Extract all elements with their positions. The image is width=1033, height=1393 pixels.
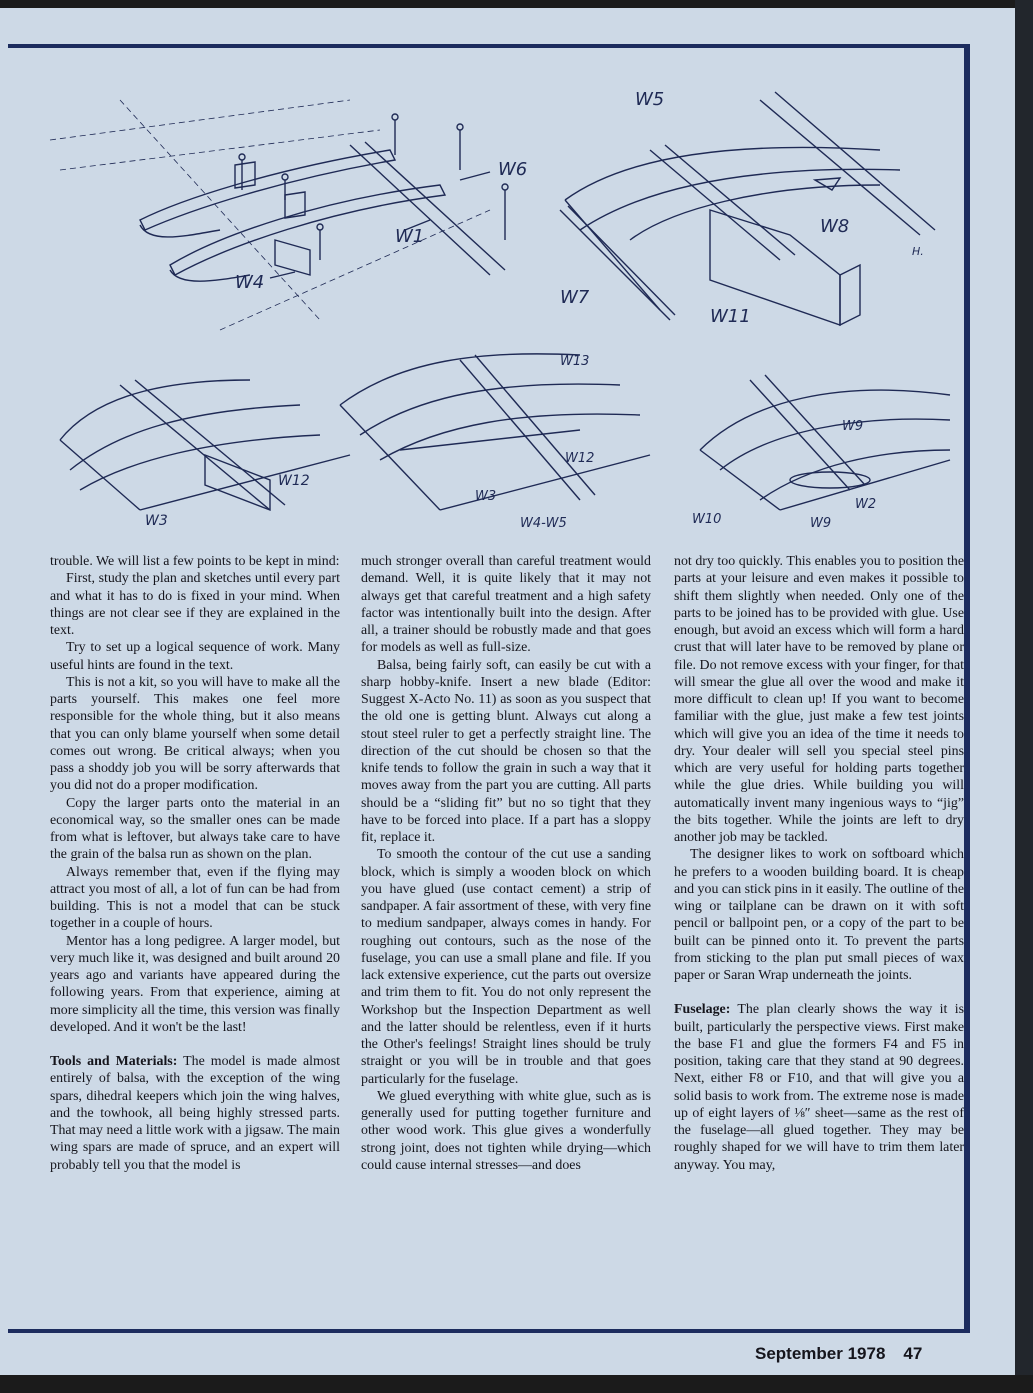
paragraph: Mentor has a long pedigree. A larger model, but very much like it, was designed and built around 20 years ago and variants have appeared during the following years. From that experience, aiming at more simplicity all the time, this version was finally developed. And it won't be the last!	[50, 933, 340, 1035]
label-w10: W10	[692, 512, 722, 527]
artist-signature: H.	[912, 245, 924, 258]
section-heading: Tools and Materials:	[50, 1054, 178, 1069]
label-w11: W11	[710, 306, 751, 327]
paragraph: First, study the plan and sketches until every part and what it has to do is fixed in your mind. When things are not clear see if they are explained in the text.	[50, 571, 340, 638]
paragraph: trouble. We will list a few points to be kept in mind:	[50, 554, 340, 569]
paragraph: The designer likes to work on softboard which he prefers to a wooden building board. It is cheap and you can stick pins in it easily. The outline of the wing or tailplane can be drawn on it with soft pencil or ballpoint pen, or a copy of the part to be built can be pinned onto it. To prevent the parts from sticking to the plan put small pieces of wax paper or Saran Wrap underneath the joints.	[674, 847, 964, 983]
label-w8: W8	[820, 216, 850, 237]
paragraph: Balsa, being fairly soft, can easily be cut with a sharp hobby-knife. Insert a new blade (Editor: Suggest X-Acto No. 11) as soon as you suspect that the old one is getting blunt. Always cut along a stout steel ruler to get a perfectly straight line. The direction of the cut should be chosen so that the knife tends to follow the grain in such a way that it moves away from the part you are cutting. All parts should be a “sliding fit” but no so tight that they have to be forced into place. If a part has a sloppy fit, replace it.	[361, 657, 651, 845]
paragraph-with-heading	[50, 1053, 340, 1174]
label-w3-centre: W3	[475, 489, 497, 504]
paragraph: Copy the larger parts onto the material in an economical way, so the smaller ones can be made from what is leftover, but always take care to have the grain of the balsa run as shown on the plan.	[50, 795, 340, 863]
label-w5: W5	[635, 89, 665, 110]
issue-date: September 1978	[755, 1344, 886, 1363]
sketch-wing-root-spars	[50, 100, 508, 330]
sketch-wing-tip	[700, 375, 950, 510]
label-w4-w5: W4-W5	[520, 516, 567, 531]
text-column-2	[361, 553, 651, 1174]
top-scan-edge	[0, 0, 1033, 8]
label-w1: W1	[395, 226, 425, 247]
paragraph: To smooth the contour of the cut use a sanding block, which is simply a wooden block on which you have glued (use contact cement) a strip of sandpaper. A fair assortment of these, with very fine to medium sandpaper, always comes in handy. For roughing out contours, such as the nose of the fuselage, you can use a small plane and file. If you lack extensive experience, cut the parts out oversize and trim them to fit. You do not only represent the Workshop but the Inspection Department as well and the latter should be relentless, even if it hurts the Other's feelings! Straight lines should be truly straight or you will be in trouble and that goes particularly for the fuselage.	[361, 847, 651, 1087]
section-heading: Fuselage:	[674, 1002, 731, 1018]
paragraph-with-heading	[674, 1001, 964, 1174]
wing-construction-sketches	[20, 60, 970, 545]
label-w6: W6	[498, 159, 528, 180]
page-footer	[755, 1344, 922, 1364]
label-w3-left: W3	[145, 513, 168, 529]
text-column-1	[50, 553, 340, 1174]
label-w7: W7	[560, 287, 590, 308]
paragraph: We glued everything with white glue, such as is generally used for putting together furniture and other wood work. This glue gives a wonderfully strong joint, does not tighten while drying—which could cause internal stresses—and does	[361, 1088, 651, 1173]
sketch-canvas	[20, 60, 970, 545]
label-w12-centre: W12	[565, 451, 595, 466]
paragraph: Try to set up a logical sequence of work. Many useful hints are found in the text.	[50, 640, 340, 673]
label-w12-left: W12	[278, 473, 310, 489]
sketch-ribs-centre	[340, 354, 650, 510]
paragraph-text: The plan clearly shows the way it is built, particularly the perspective views. First make the base F1 and glue the formers F4 and F5 in position, taking care that they stand at 90 degrees. Next, either F8 or F10, and that will give you a solid basis to work from. The extreme nose is made up of eight layers of ⅛″ sheet—same as the rest of the fuselage—all glued together. They may be roughly shaped for we will have to trim them later anyway. You may,	[674, 1002, 964, 1173]
sketch-ribs-left	[60, 380, 350, 510]
paragraph: not dry too quickly. This enables you to position the parts at your leisure and even makes it possible to shift them slightly when needed. Only one of the parts to be joined has to be provided with glue. Use enough, but avoid an excess which will form a hard crust that will later have to be removed by plane or file. Do not remove excess with your finger, for that will smear the glue all over the wood and make it more difficult to clean up! If you want to become familiar with the glue, just make a few test joints which will give you an idea of the time it needs to dry. Your dealer will sell you special steel pins which are very useful for holding parts together while the glue dries. While building you will automatically invent many ingenious ways to “jig” the bits together. While the joints are left to dry another job may be tackled.	[674, 554, 964, 845]
label-w4: W4	[235, 272, 265, 293]
sketch-wing-joiner	[560, 92, 935, 325]
label-w2: W2	[855, 497, 877, 512]
label-w13: W13	[560, 354, 590, 369]
paragraph: much stronger overall than careful treatment would demand. Well, it is quite likely that it may not always get that careful treatment and a high safety factor was intentionally built into the design. After all, a trainer should be robustly made and that goes for models as well as full-size.	[361, 554, 651, 656]
paragraph-text: The model is made almost entirely of balsa, with the exception of the wing spars, dihedral keepers which join the wing halves, and the towhook, all being highly stressed parts. That may need a little work with a jigsaw. The main wing spars are made of spruce, and an expert will probably tell you that the model is	[50, 1054, 341, 1173]
right-scan-edge	[1015, 0, 1033, 1393]
article-body	[50, 553, 965, 1313]
paragraph: Always remember that, even if the flying may attract you most of all, a lot of fun can be had from building. This is not a model that can be stuck together in a couple of hours.	[50, 864, 340, 932]
label-w9-bottom: W9	[810, 516, 832, 531]
page-number: 47	[903, 1344, 923, 1363]
text-column-3	[674, 553, 964, 1174]
bottom-scan-edge	[0, 1375, 1033, 1393]
label-w9-top: W9	[842, 419, 864, 434]
paragraph: This is not a kit, so you will have to make all the parts yourself. This makes one feel more responsible for the whole thing, but it also means that you can only blame yourself when some detail comes out wrong. Be critical always; when you pass a shoddy job you will be sorry afterwards that you did not do a proper modification.	[50, 674, 340, 794]
